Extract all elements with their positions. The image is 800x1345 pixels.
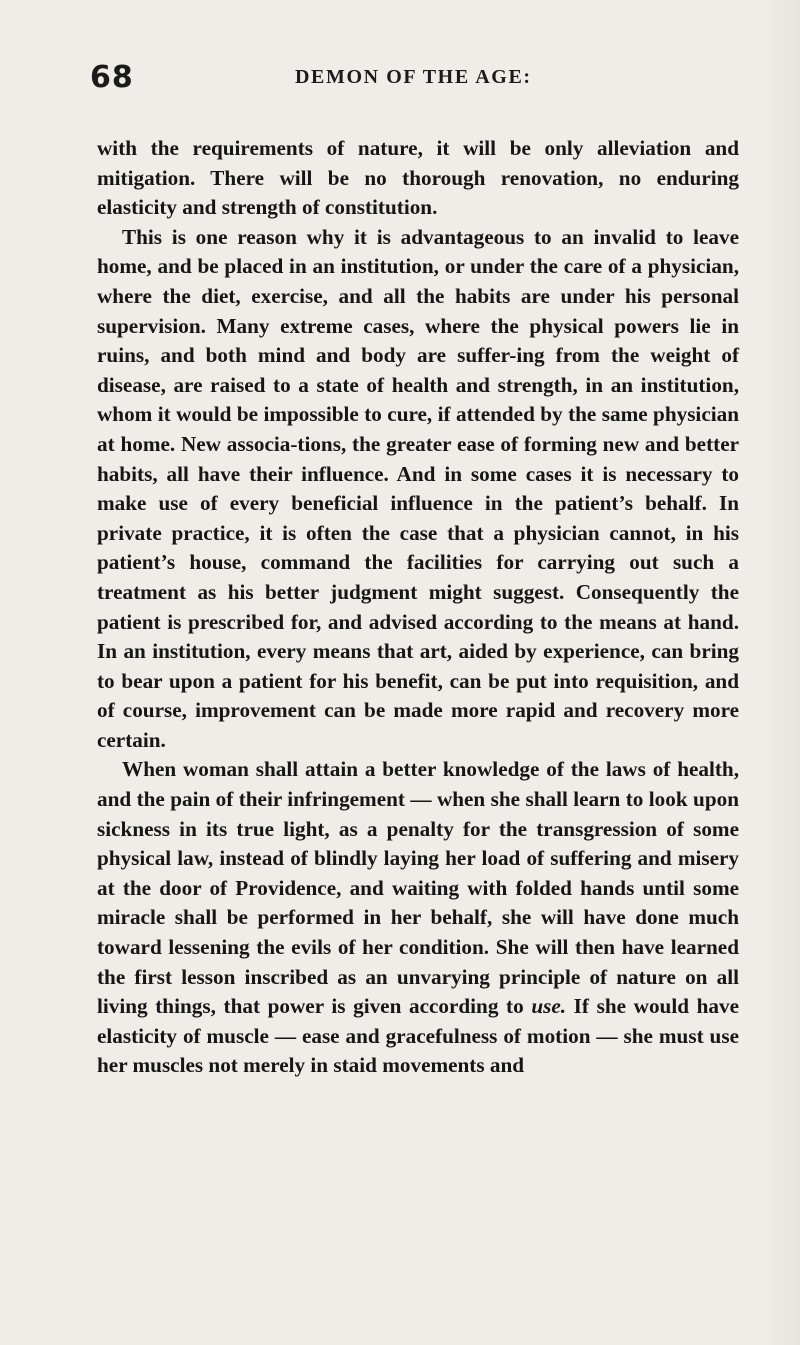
paragraph [97,755,739,1081]
emphasized-word: use. [531,994,567,1019]
paragraph-continued: with the requirements of nature, it will be only alleviation and mitigation. There will be no thorough renovation, no enduring elasticity and strength of constitution. [97,136,739,220]
page-number: 68 [90,60,134,95]
page-header [90,60,740,106]
body-text [97,134,739,1081]
running-head: DEMON OF THE AGE: [295,66,532,88]
paragraph: This is one reason why it is advantageous to an invalid to leave home, and be placed in an institution, or under the care of a physician, where the diet, exercise, and all the habits are under his personal supervision. Many extreme cases, where the physical powers lie in ruins, and both mind and body are suffer-ing from the weight of disease, are raised to a state of health and strength, in an institution, whom it would be impossible to cure, if attended by the same physician at home. New associa-tions, the greater ease of forming new and better habits, all have their influence. And in some cases it is necessary to make use of every beneficial influence in the patient’s behalf. In private practice, it is often the case that a physician cannot, in his patient’s house, command the facilities for carrying out such a treatment as his better judgment might suggest. Consequently the patient is prescribed for, and advised according to the means at hand. In an institution, every means that art, aided by experience, can bring to bear upon a patient for his benefit, can be put into requisition, and of course, improvement can be made more rapid and recovery more certain. [97,224,739,752]
paragraph-text: If she would have elasticity of muscle — ease and gracefulness of motion — she must use her muscles not merely in staid movements and [97,994,739,1078]
paragraph-text: When woman shall attain a better knowledge of the laws of health, and the pain of their infringement — when she shall learn to look upon sickness in its true light, as a penalty for the transgression of some physical law, instead of blindly laying her load of suffering and misery at the door of Providence, and waiting with folded hands until some miracle shall be performed in her behalf, she will have done much toward lessening the evils of her condition. She will then have learned the first lesson inscribed as an unvarying principle of nature on all living things, that power is given according to [97,757,739,1019]
